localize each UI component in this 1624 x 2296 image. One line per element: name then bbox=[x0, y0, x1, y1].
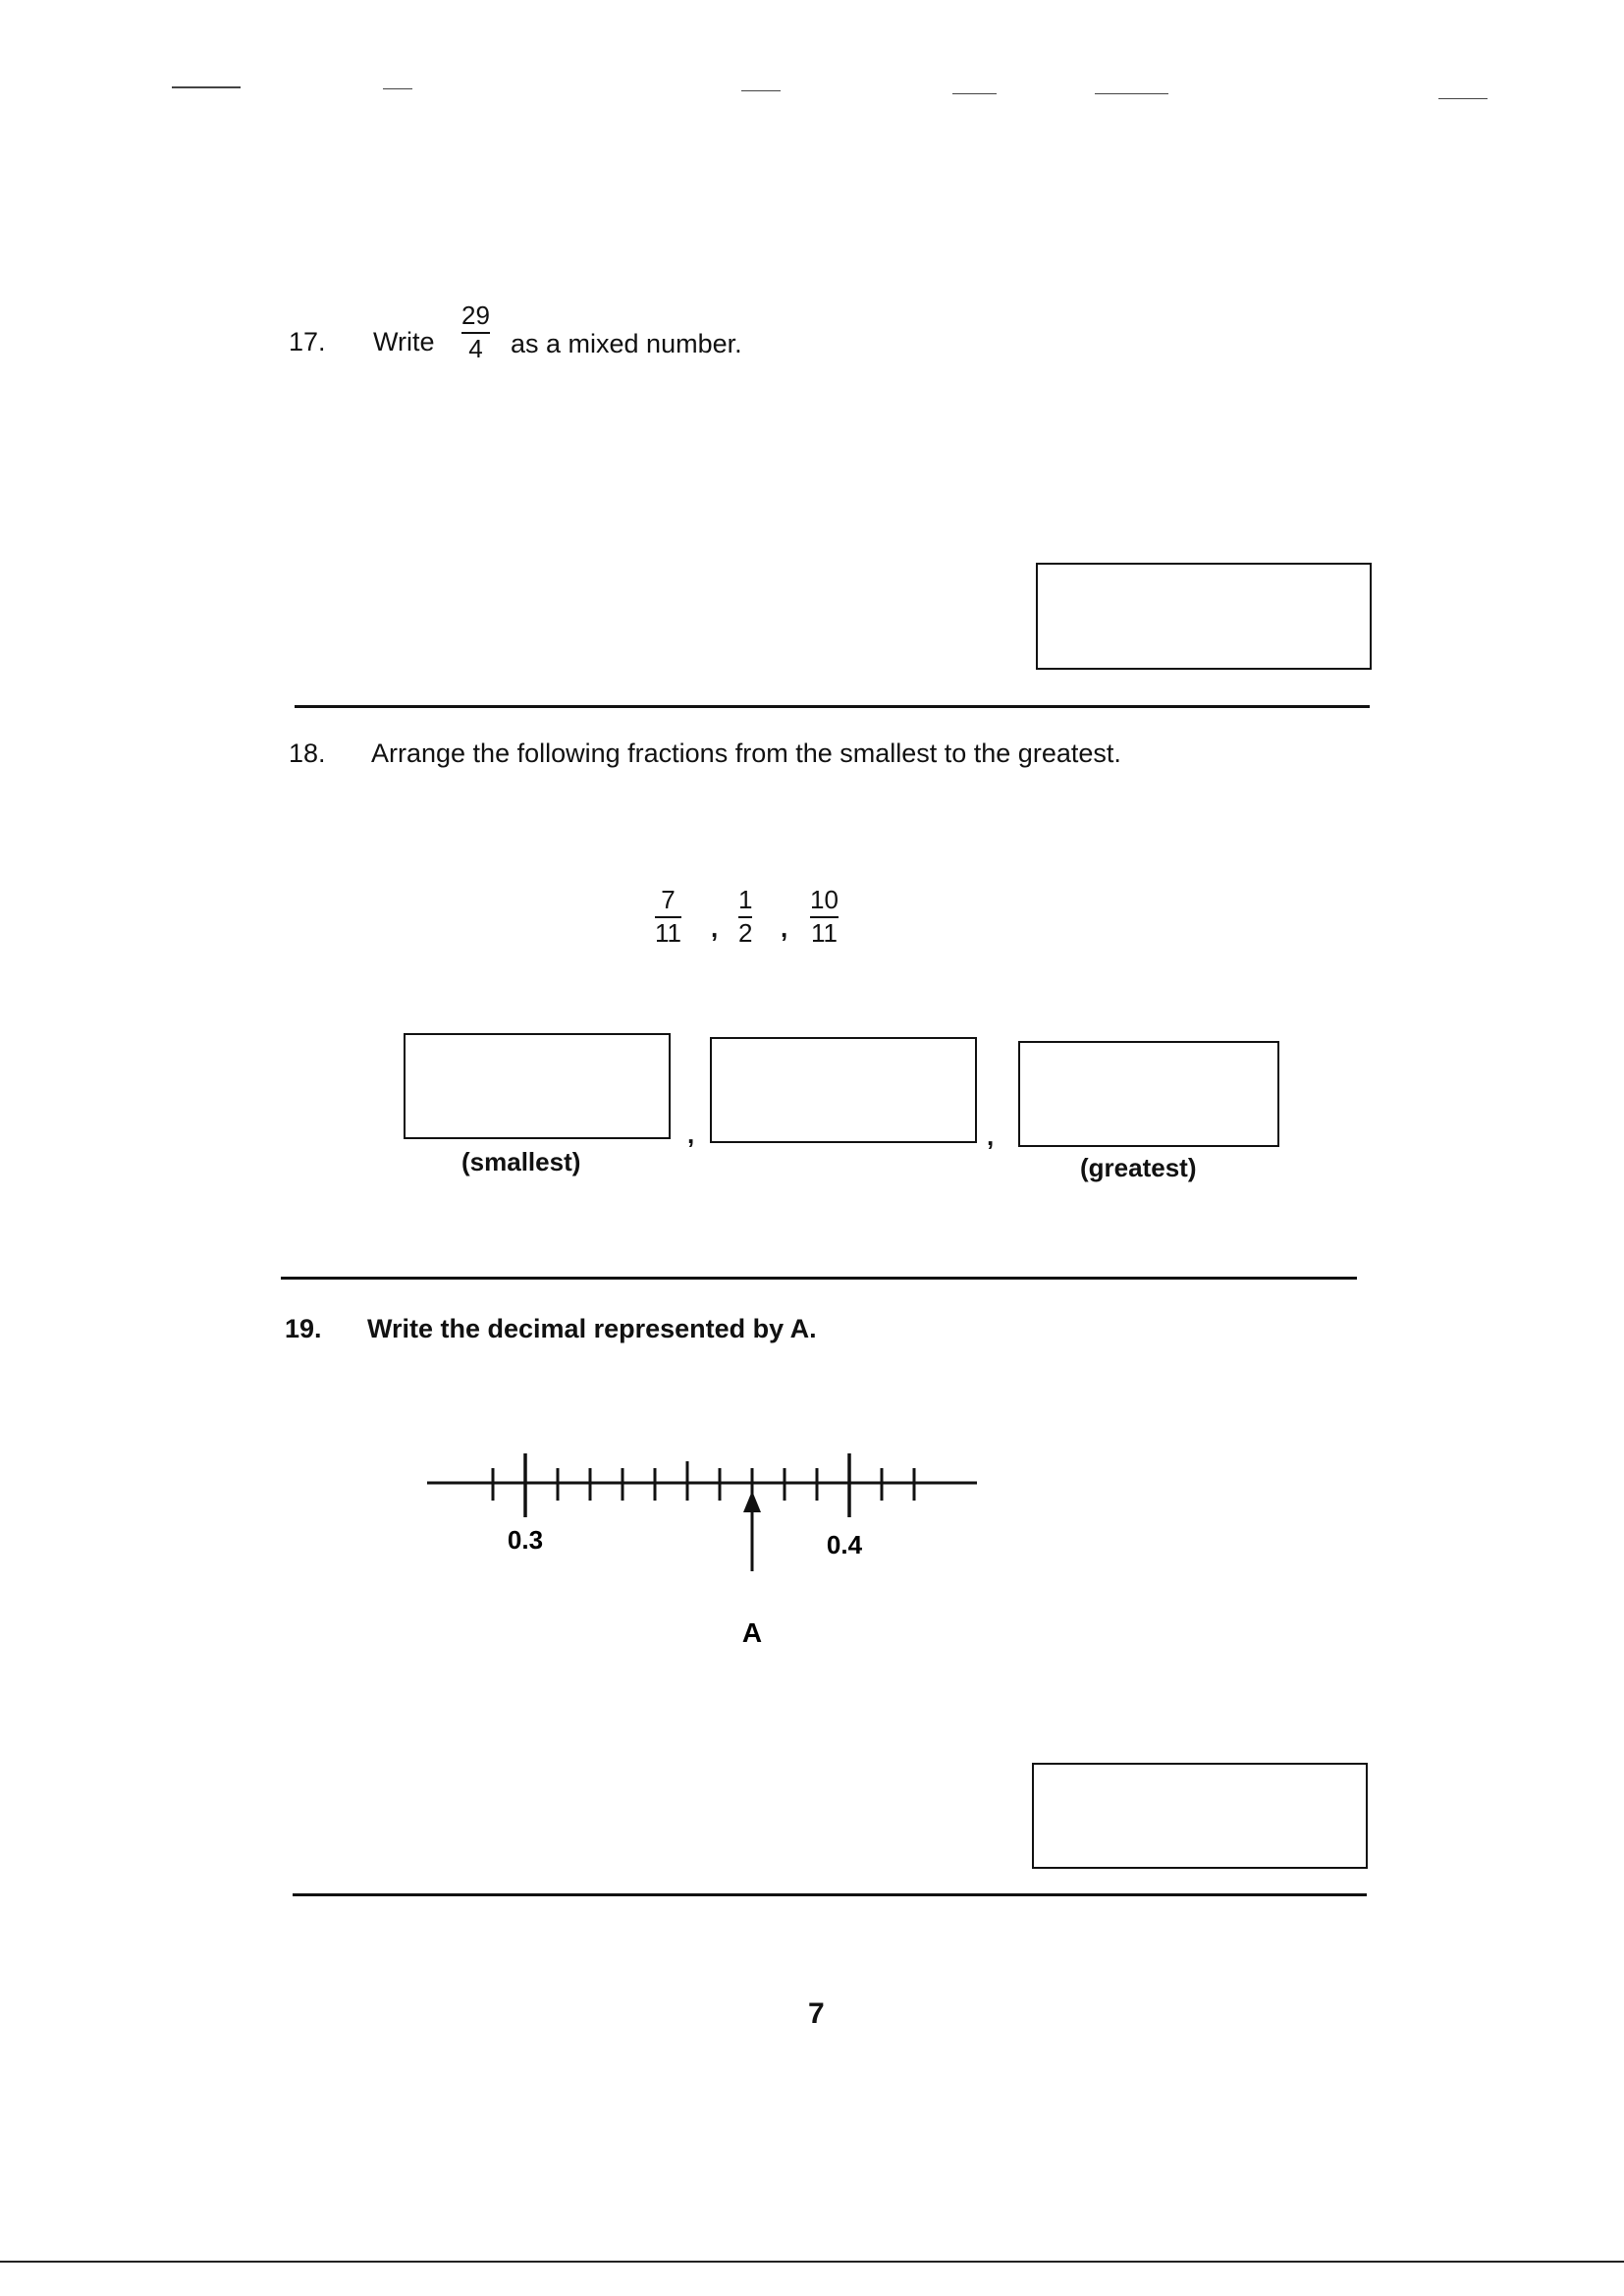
scan-speck bbox=[952, 93, 997, 94]
number-line bbox=[412, 1414, 1001, 1660]
fraction-numerator: 10 bbox=[810, 885, 839, 914]
question-18-number: 18. bbox=[289, 738, 326, 768]
scan-speck bbox=[1095, 93, 1168, 94]
fraction-numerator: 29 bbox=[461, 301, 490, 330]
question-19-number: 19. bbox=[285, 1314, 322, 1343]
fraction-numerator: 7 bbox=[661, 885, 676, 914]
separator-comma: , bbox=[987, 1121, 995, 1151]
number-line-ticks bbox=[493, 1453, 914, 1517]
scan-speck bbox=[1438, 98, 1488, 99]
fraction-denominator: 2 bbox=[738, 918, 753, 949]
label-start-value: 0.3 bbox=[507, 1525, 544, 1555]
section-divider bbox=[295, 705, 1370, 708]
label-end-value: 0.4 bbox=[826, 1530, 863, 1559]
scan-speck bbox=[383, 88, 412, 89]
label-greatest: (greatest) bbox=[1080, 1153, 1197, 1182]
fraction-1-2 bbox=[738, 887, 752, 948]
separator-comma: , bbox=[781, 913, 788, 943]
question-17-text-before: Write bbox=[373, 327, 435, 356]
separator-comma: , bbox=[711, 913, 719, 943]
answer-box-17[interactable] bbox=[1036, 563, 1372, 670]
arrow-up-icon bbox=[743, 1491, 761, 1512]
question-18-text: Arrange the following fractions from the smallest to the greatest. bbox=[371, 738, 1121, 768]
label-point-a: A bbox=[741, 1617, 763, 1648]
fraction-denominator: 11 bbox=[655, 918, 681, 949]
scan-speck bbox=[741, 90, 781, 91]
answer-box-19[interactable] bbox=[1032, 1763, 1368, 1869]
label-smallest: (smallest) bbox=[461, 1147, 581, 1176]
fraction-numerator: 1 bbox=[738, 885, 753, 914]
question-17-fraction bbox=[461, 302, 490, 363]
fraction-7-11 bbox=[655, 887, 681, 948]
scan-bottom-edge bbox=[0, 2261, 1624, 2263]
answer-box-middle[interactable] bbox=[710, 1037, 977, 1143]
page-number: 7 bbox=[808, 1997, 825, 2030]
fraction-denominator: 4 bbox=[468, 334, 483, 364]
answer-box-greatest[interactable] bbox=[1018, 1041, 1279, 1147]
scan-speck bbox=[172, 86, 241, 88]
question-17-text-after: as a mixed number. bbox=[511, 329, 742, 358]
answer-box-smallest[interactable] bbox=[404, 1033, 671, 1139]
fraction-10-11 bbox=[810, 887, 839, 948]
question-17-number: 17. bbox=[289, 327, 326, 356]
section-divider bbox=[293, 1893, 1367, 1896]
question-19-text: Write the decimal represented by A. bbox=[367, 1314, 817, 1343]
fraction-denominator: 11 bbox=[810, 918, 838, 949]
separator-comma: , bbox=[687, 1120, 695, 1149]
section-divider bbox=[281, 1277, 1357, 1280]
